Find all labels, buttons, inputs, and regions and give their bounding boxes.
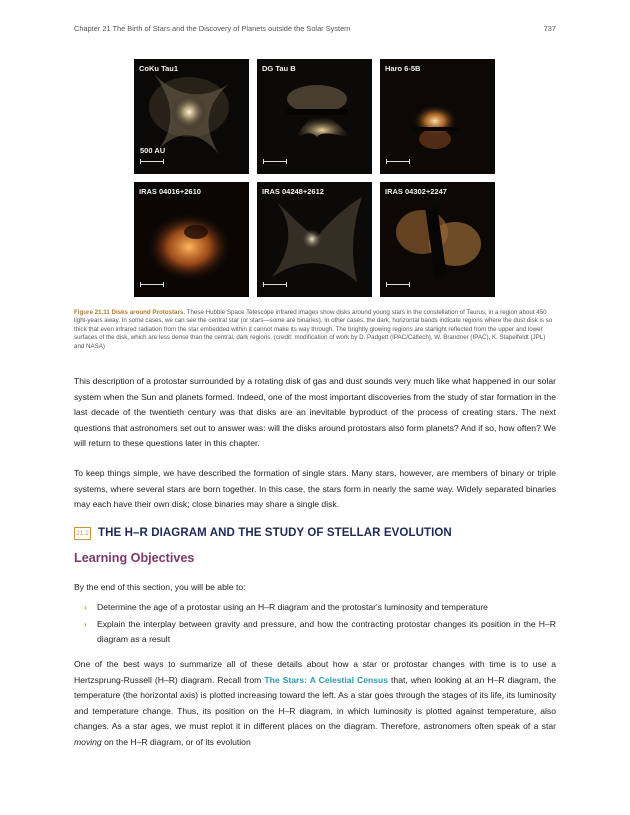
figure-panels xyxy=(134,59,496,298)
p3-text-middle: that, when looking at an H–R diagram, the temperature (the horizontal axis) is plotted increasing toward the left. As a star goes through the stages of its life, its luminosity and temperature change. Thus, its position on the H–R diagram, in which luminosity is plotted against temperature, also changes. As a star ages, we must replot it in different places on the diagram. Therefore, astronomers often speak of a star xyxy=(74,674,556,732)
objective-text: Explain the interplay between gravity and pressure, and how the contracting protostar changes its position in the H–R diagram as a result xyxy=(97,619,556,645)
chevron-right-icon: › xyxy=(84,620,87,630)
scale-bar xyxy=(140,282,164,287)
haro-6-5b-image xyxy=(380,59,495,174)
chevron-right-icon: › xyxy=(84,603,87,612)
section-heading xyxy=(74,524,556,542)
panel-label: CoKu Tau1 xyxy=(139,64,179,73)
p3-text-end: on the H–R diagram, or of its evolution xyxy=(101,736,251,747)
page-header xyxy=(74,24,556,36)
panel-iras-04302 xyxy=(380,182,495,297)
scale-bar xyxy=(386,159,410,164)
panel-label: IRAS 04302+2247 xyxy=(385,187,447,196)
learning-objectives-title: Learning Objectives xyxy=(74,551,195,565)
panel-label: IRAS 04248+2612 xyxy=(262,187,324,196)
caption-text: These Hubble Space Telescope infrared images show disks around young stars in the constellation of Taurus, in a region about 450 light-years away. In some cases, we can see the central star (or stars—some are binaries). In other cases, the dark, horizontal bands indicate regions where the dust disk is so thick that even infrared radiation from the star embedded within it cannot make its way through. The brightly glowing regions are starlight reflected from the upper and lower surfaces of the disk, which are less dense than the central, dark regions. (credit: modification of work by D. Padgett (IPAC/Caltech), W. Brandner (IPAC), K. Stapelfeldt (JPL) and NASA) xyxy=(74,309,553,350)
paragraph-3 xyxy=(74,657,556,751)
figure-caption xyxy=(74,309,556,351)
learning-objectives-intro: By the end of this section, you will be able to: xyxy=(74,582,246,592)
panel-label: Haro 6-5B xyxy=(385,64,421,73)
paragraph-1: This description of a protostar surrounded by a rotating disk of gas and dust sounds very much like what happened in our solar system when the Sun and planets formed. Indeed, one of the most important discoveries from the study of star formation in the last decade of the twentieth century was that disks are an inevitable byproduct of the process of creating stars. The next questions that astronomers set out to answer was: will the disks around protostars also form planets? And if so, how often? We will return to these questions later in this chapter. xyxy=(74,376,556,449)
coku-tau1-image xyxy=(134,59,249,174)
iras-04016-image xyxy=(134,182,249,297)
list-item xyxy=(84,600,556,615)
iras-04248-image xyxy=(257,182,372,297)
p3-text-start: One of the best ways to summarize all of these details about how a star or protostar changes with time is to use a Hertzsprung-Russell (H–R) diagram. Recall from xyxy=(74,659,556,685)
objective-text: Determine the age of a protostar using an H–R diagram and the protostar's luminosity and temperature xyxy=(97,602,488,612)
chapter-title: Chapter 21 The Birth of Stars and the Discovery of Planets outside the Solar System xyxy=(74,24,351,33)
p3-emphasis: moving xyxy=(74,736,102,747)
panel-haro-6-5b xyxy=(380,59,495,174)
panel-iras-04016 xyxy=(134,182,249,297)
dg-tau-b-image xyxy=(257,59,372,174)
section-number: 21.2 xyxy=(74,527,91,540)
page-number: 737 xyxy=(543,24,556,33)
scale-label: 500 AU xyxy=(140,146,166,155)
iras-04302-image xyxy=(380,182,495,297)
panel-dg-tau-b xyxy=(257,59,372,174)
panel-label: DG Tau B xyxy=(262,64,296,73)
learning-objectives-list xyxy=(84,600,556,650)
scale-bar xyxy=(263,159,287,164)
panel-label: IRAS 04016+2610 xyxy=(139,187,201,196)
list-item xyxy=(84,617,556,647)
scale-bar xyxy=(140,159,164,164)
cross-reference-link[interactable]: The Stars: A Celestial Census xyxy=(264,674,389,685)
panel-iras-04248 xyxy=(257,182,372,297)
scale-bar xyxy=(386,282,410,287)
section-title: THE H–R DIAGRAM AND THE STUDY OF STELLAR EVOLUTION xyxy=(98,527,452,539)
scale-bar xyxy=(263,282,287,287)
caption-title: Figure 21.11 Disks around Protostars. xyxy=(74,309,186,316)
panel-coku-tau1 xyxy=(134,59,249,174)
paragraph-2: To keep things simple, we have described the formation of single stars. Many stars, however, are members of binary or triple systems, where several stars are born together. In this case, the stars form in nearly the same way. Widely separated binaries may each have their own disk; close binaries may share a single disk. xyxy=(74,468,556,510)
